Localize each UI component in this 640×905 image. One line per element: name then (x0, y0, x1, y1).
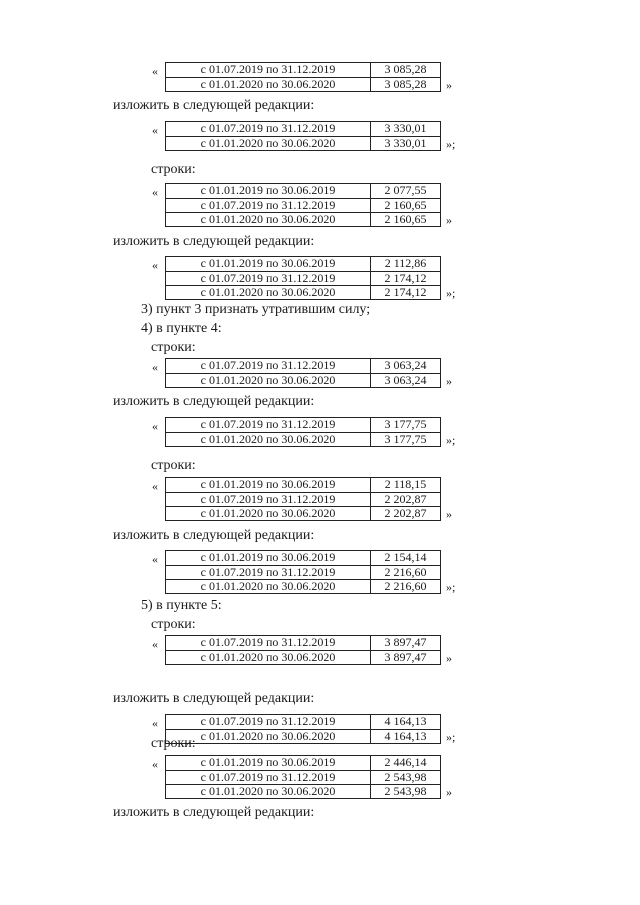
period-cell: с 01.07.2019 по 31.12.2019 (166, 715, 371, 729)
table-row (166, 650, 440, 664)
opening-quote: « (152, 716, 158, 730)
tariff-table (165, 477, 441, 521)
value-cell: 2 446,14 (384, 755, 427, 769)
opening-quote: « (152, 757, 158, 771)
paragraph-text: строки: (151, 617, 196, 632)
tariff-table (165, 121, 441, 151)
table-row (166, 257, 440, 271)
value-cell: 2 154,14 (384, 550, 427, 564)
closing-quote: »; (446, 580, 456, 594)
table-row (166, 432, 440, 446)
period-cell: с 01.01.2019 по 30.06.2019 (166, 257, 371, 271)
tariff-table (165, 183, 441, 227)
opening-quote: « (152, 637, 158, 651)
tariff-table (165, 755, 441, 799)
value-cell: 3 085,28 (384, 62, 427, 76)
opening-quote: « (152, 360, 158, 374)
closing-quote: »; (446, 137, 456, 151)
value-cell: 2 112,86 (384, 256, 427, 270)
table-row (166, 198, 440, 212)
tariff-table (165, 358, 441, 388)
value-cell: 4 164,13 (384, 714, 427, 728)
value-cell: 3 063,24 (384, 373, 427, 387)
opening-quote: « (152, 479, 158, 493)
value-cell: 3 897,47 (384, 650, 427, 664)
period-cell: с 01.01.2020 по 30.06.2020 (166, 580, 371, 593)
tariff-table (165, 256, 441, 300)
period-cell: с 01.07.2019 по 31.12.2019 (166, 493, 371, 506)
table-row (166, 579, 440, 593)
table-row (166, 770, 440, 784)
paragraph-text: строки: (151, 340, 196, 355)
period-cell: с 01.01.2020 по 30.06.2020 (166, 374, 371, 387)
period-cell: с 01.01.2020 по 30.06.2020 (166, 137, 371, 150)
table-row (166, 636, 440, 650)
table-row (166, 729, 440, 743)
period-cell: с 01.01.2020 по 30.06.2020 (166, 433, 371, 446)
period-cell: с 01.01.2020 по 30.06.2020 (166, 286, 371, 299)
value-cell: 2 118,15 (384, 477, 427, 491)
period-cell: с 01.07.2019 по 31.12.2019 (166, 566, 371, 579)
table-row (166, 271, 440, 285)
period-cell: с 01.01.2019 по 30.06.2019 (166, 184, 371, 198)
paragraph-text: 4) в пункте 4: (141, 321, 222, 336)
table-row (166, 784, 440, 798)
period-cell: с 01.01.2019 по 30.06.2019 (166, 551, 371, 565)
closing-quote: »; (446, 433, 456, 447)
table-row (166, 478, 440, 492)
paragraph-text: изложить в следующей редакции: (113, 394, 315, 409)
period-cell: с 01.07.2019 по 31.12.2019 (166, 63, 371, 77)
tariff-table (165, 635, 441, 665)
value-cell: 2 174,12 (384, 271, 427, 285)
table-row (166, 565, 440, 579)
period-cell: с 01.07.2019 по 31.12.2019 (166, 272, 371, 285)
value-cell: 3 330,01 (384, 121, 427, 135)
value-cell: 2 216,60 (384, 579, 427, 593)
table-row (166, 715, 440, 729)
tariff-table (165, 550, 441, 594)
period-cell: с 01.07.2019 по 31.12.2019 (166, 199, 371, 212)
paragraph-text: строки: (151, 736, 196, 751)
closing-quote: » (446, 507, 452, 521)
table-row (166, 756, 440, 770)
value-cell: 3 330,01 (384, 136, 427, 150)
value-cell: 2 160,65 (384, 198, 427, 212)
opening-quote: « (152, 552, 158, 566)
paragraph-text: изложить в следующей редакции: (113, 691, 315, 706)
value-cell: 3 177,75 (384, 432, 427, 446)
value-cell: 3 897,47 (384, 635, 427, 649)
period-cell: с 01.01.2020 по 30.06.2020 (166, 730, 371, 743)
table-row (166, 212, 440, 226)
period-cell: с 01.01.2020 по 30.06.2020 (166, 785, 371, 798)
value-cell: 2 202,87 (384, 506, 427, 520)
period-cell: с 01.01.2020 по 30.06.2020 (166, 78, 371, 91)
period-cell: с 01.07.2019 по 31.12.2019 (166, 418, 371, 432)
closing-quote: » (446, 651, 452, 665)
opening-quote: « (152, 185, 158, 199)
closing-quote: »; (446, 286, 456, 300)
table-row (166, 77, 440, 91)
opening-quote: « (152, 123, 158, 137)
closing-quote: » (446, 213, 452, 227)
table-row (166, 359, 440, 373)
value-cell: 2 160,65 (384, 212, 427, 226)
paragraph-text: изложить в следующей редакции: (113, 805, 315, 820)
opening-quote: « (152, 64, 158, 78)
period-cell: с 01.01.2019 по 30.06.2019 (166, 478, 371, 492)
closing-quote: » (446, 78, 452, 92)
period-cell: с 01.01.2020 по 30.06.2020 (166, 507, 371, 520)
value-cell: 2 543,98 (384, 784, 427, 798)
period-cell: с 01.01.2019 по 30.06.2019 (166, 756, 371, 770)
table-row (166, 492, 440, 506)
value-cell: 2 543,98 (384, 770, 427, 784)
value-cell: 4 164,13 (384, 729, 427, 743)
period-cell: с 01.07.2019 по 31.12.2019 (166, 771, 371, 784)
period-cell: с 01.01.2020 по 30.06.2020 (166, 213, 371, 226)
period-cell: с 01.07.2019 по 31.12.2019 (166, 122, 371, 136)
value-cell: 3 085,28 (384, 77, 427, 91)
paragraph-text: изложить в следующей редакции: (113, 528, 315, 543)
closing-quote: » (446, 785, 452, 799)
table-row (166, 285, 440, 299)
opening-quote: « (152, 258, 158, 272)
paragraph-text: изложить в следующей редакции: (113, 98, 315, 113)
value-cell: 2 216,60 (384, 565, 427, 579)
value-cell: 2 174,12 (384, 285, 427, 299)
value-cell: 2 077,55 (384, 183, 427, 197)
table-row (166, 551, 440, 565)
value-cell: 3 177,75 (384, 417, 427, 431)
paragraph-text: 3) пункт 3 признать утратившим силу; (141, 302, 371, 317)
table-row (166, 184, 440, 198)
paragraph-text: 5) в пункте 5: (141, 598, 222, 613)
table-row (166, 136, 440, 150)
opening-quote: « (152, 419, 158, 433)
value-cell: 3 063,24 (384, 358, 427, 372)
paragraph-text: изложить в следующей редакции: (113, 234, 315, 249)
paragraph-text: строки: (151, 162, 196, 177)
closing-quote: » (446, 374, 452, 388)
period-cell: с 01.07.2019 по 31.12.2019 (166, 359, 371, 373)
period-cell: с 01.07.2019 по 31.12.2019 (166, 636, 371, 650)
paragraph-text: строки: (151, 458, 196, 473)
table-row (166, 506, 440, 520)
table-row (166, 122, 440, 136)
table-row (166, 373, 440, 387)
value-cell: 2 202,87 (384, 492, 427, 506)
period-cell: с 01.01.2020 по 30.06.2020 (166, 651, 371, 664)
table-row (166, 418, 440, 432)
tariff-table (165, 714, 441, 744)
tariff-table (165, 62, 441, 92)
table-row (166, 63, 440, 77)
closing-quote: »; (446, 730, 456, 744)
tariff-table (165, 417, 441, 447)
